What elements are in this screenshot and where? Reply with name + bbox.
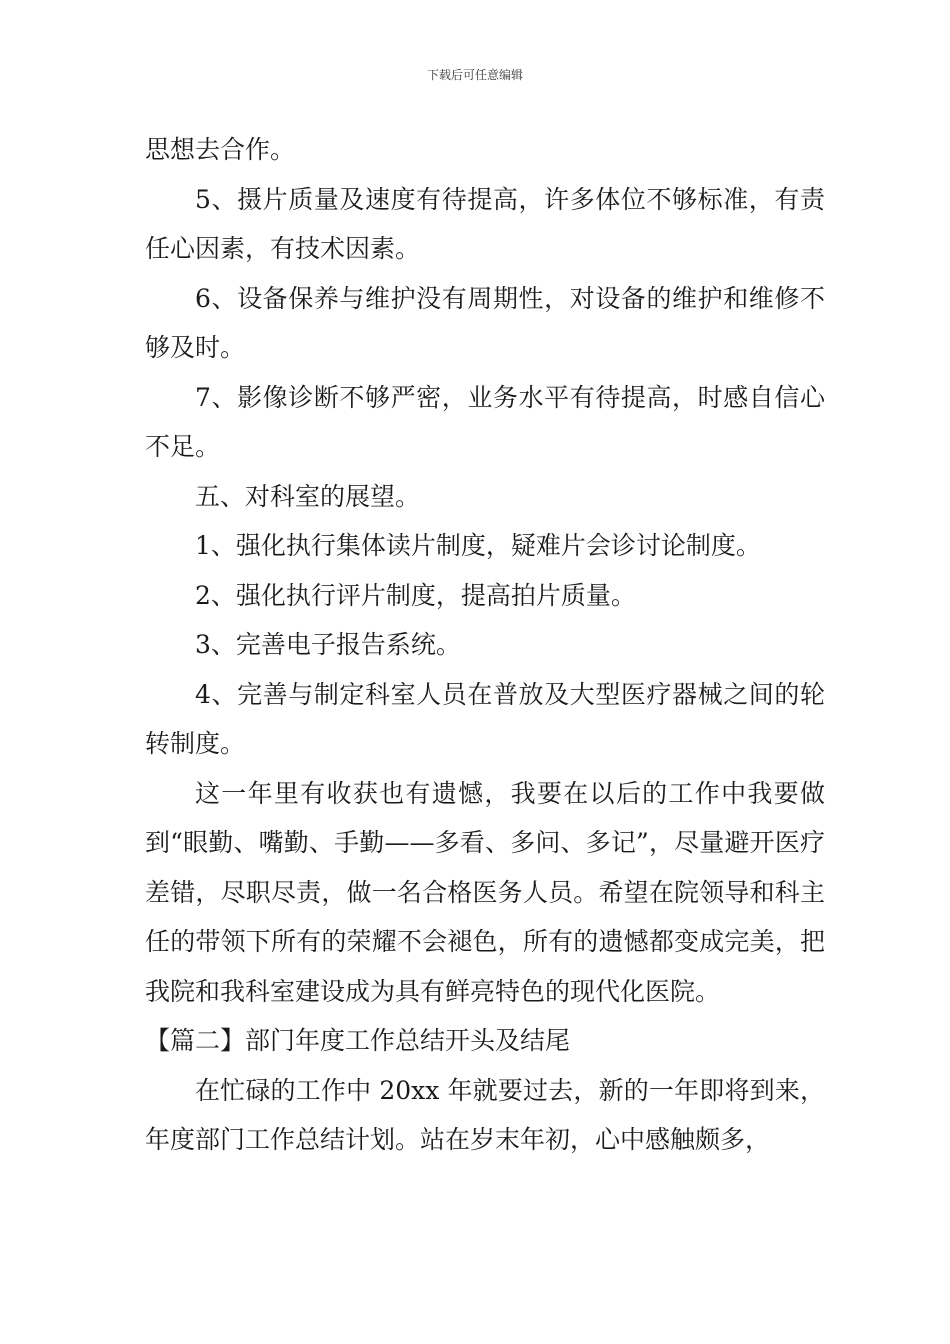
document-body [145,125,825,1165]
outlook-item-1: 1、强化执行集体读片制度，疑难片会诊讨论制度。 [195,531,761,560]
outlook-item-3: 3、完善电子报告系统。 [195,630,461,659]
section-heading-outlook: 五、对科室的展望。 [195,481,421,511]
closing-paragraph: 这一年里有收获也有遗憾，我要在以后的工作中我要做到“眼勤、嘴勤、手勤——多看、多问、多记”，尽量避开医疗差错，尽职尽责，做一名合格医务人员。希望在院领导和科主任的带领下所有的荣耀不会褪色，所有的遗憾都变成完美，把我院和我科室建设成为具有鲜亮特色的现代化医院。 [145,778,825,1006]
outlook-item-4: 4、完善与制定科室人员在普放及大型医疗器械之间的轮转制度。 [145,679,825,758]
list-item-6: 6、设备保养与维护没有周期性，对设备的维护和维修不够及时。 [145,283,825,362]
list-item-5: 5、摄片质量及速度有待提高，许多体位不够标准，有责任心因素，有技术因素。 [145,184,825,263]
outlook-item-2: 2、强化执行评片制度，提高拍片质量。 [195,580,636,610]
paragraph-continuation: 思想去合作。 [145,135,296,164]
chapter-two-heading: 【篇二】部门年度工作总结开头及结尾 [145,1026,571,1055]
list-item-7: 7、影像诊断不够严密，业务水平有待提高，时感自信心不足。 [145,382,825,461]
page-header: 下载后可任意编辑 [426,68,523,82]
chapter-two-intro: 在忙碌的工作中 20xx 年就要过去，新的一年即将到来，年度部门工作总结计划。站在岁末年初，心中感触颇多， [145,1075,825,1154]
